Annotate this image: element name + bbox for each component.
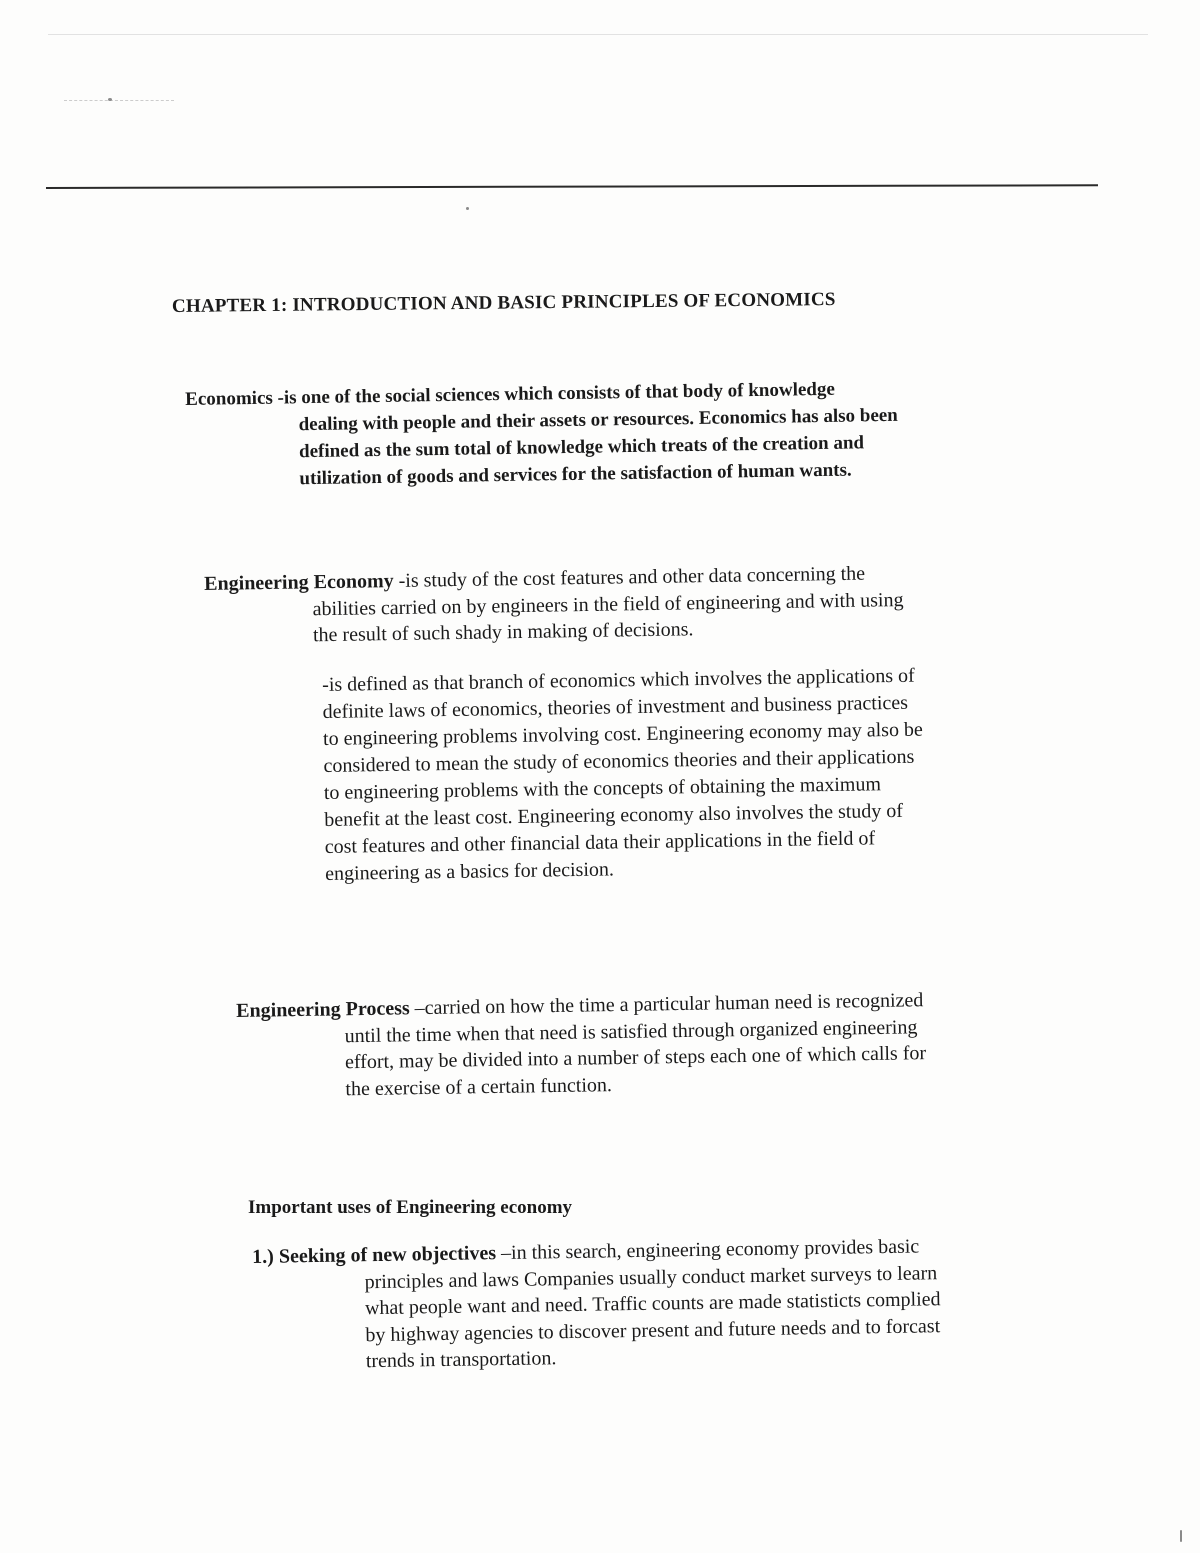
term-seeking-new-objectives: Seeking of new objectives (278, 1242, 497, 1268)
list-item-seeking-new-objectives (252, 1233, 942, 1376)
definition-economics (185, 375, 899, 494)
definition-text: utilization of goods and services for the satisfaction of human wants. (299, 459, 852, 490)
definition-text: until the time when that need is satisfied through organized engineering (344, 1015, 918, 1047)
chapter-title: CHAPTER 1: INTRODUCTION AND BASIC PRINCIPLES OF ECONOMICS (171, 289, 836, 317)
list-item-text: –in this search, engineering economy provides basic (495, 1235, 920, 1265)
definition-text: cost features and other financial data their applications in the field of (324, 827, 876, 858)
definition-text: to engineering problems involving cost. Engineering economy may also be (322, 718, 924, 750)
scan-speck (466, 207, 469, 210)
definition-text: to engineering problems with the concepts of obtaining the maximum (323, 773, 882, 804)
definition-text: definite laws of economics, theories of investment and business practices (322, 691, 909, 723)
list-item-text: by highway agencies to discover present and future needs and to forcast (365, 1314, 941, 1346)
definition-text: defined as the sum total of knowledge which treats of the creation and (298, 432, 865, 463)
definition-text: engineering as a basics for decision. (325, 858, 615, 885)
definition-text: dealing with people and their assets or resources. Economics has also been (298, 404, 898, 436)
definition-text: -is study of the cost features and other data concerning the (393, 562, 866, 593)
definition-text: benefit at the least cost. Engineering economy also involves the study of (324, 799, 904, 831)
definition-text: the exercise of a certain function. (345, 1073, 613, 1100)
definition-text: abilities carried on by engineers in the field of engineering and with using (312, 588, 904, 620)
list-item-text: principles and laws Companies usually conduct market surveys to learn (364, 1261, 938, 1293)
definition-text: -is one of the social sciences which consists of that body of knowledge (272, 378, 835, 409)
term-engineering-economy: Engineering Economy (204, 570, 394, 595)
definition-engineering-economy (204, 560, 904, 650)
definition-engineering-process (236, 987, 927, 1104)
list-item-text: what people want and need. Traffic counts are made statisticts complied (364, 1288, 941, 1320)
definition-text: –carried on how the time a particular human need is recognized (409, 989, 924, 1020)
section-heading-important-uses: Important uses of Engineering economy (248, 1197, 573, 1218)
scan-speck (1180, 1530, 1182, 1542)
scan-speck (108, 98, 112, 101)
definition-text: the result of such shady in making of decisions. (312, 618, 694, 647)
definition-engineering-economy-second (322, 663, 925, 888)
term-engineering-process: Engineering Process (236, 997, 410, 1022)
term-economics: Economics (185, 387, 273, 410)
header-rule (46, 184, 1098, 189)
list-item-number: 1.) (252, 1245, 275, 1268)
scan-edge-line (48, 34, 1148, 35)
scan-smudge (64, 78, 174, 101)
list-item-text: trends in transportation. (365, 1347, 557, 1373)
definition-text: effort, may be divided into a number of steps each one of which calls for (344, 1042, 927, 1074)
definition-text: -is defined as that branch of economics which involves the applications of (322, 664, 915, 696)
definition-text: considered to mean the study of economics theories and their applications (323, 745, 915, 777)
